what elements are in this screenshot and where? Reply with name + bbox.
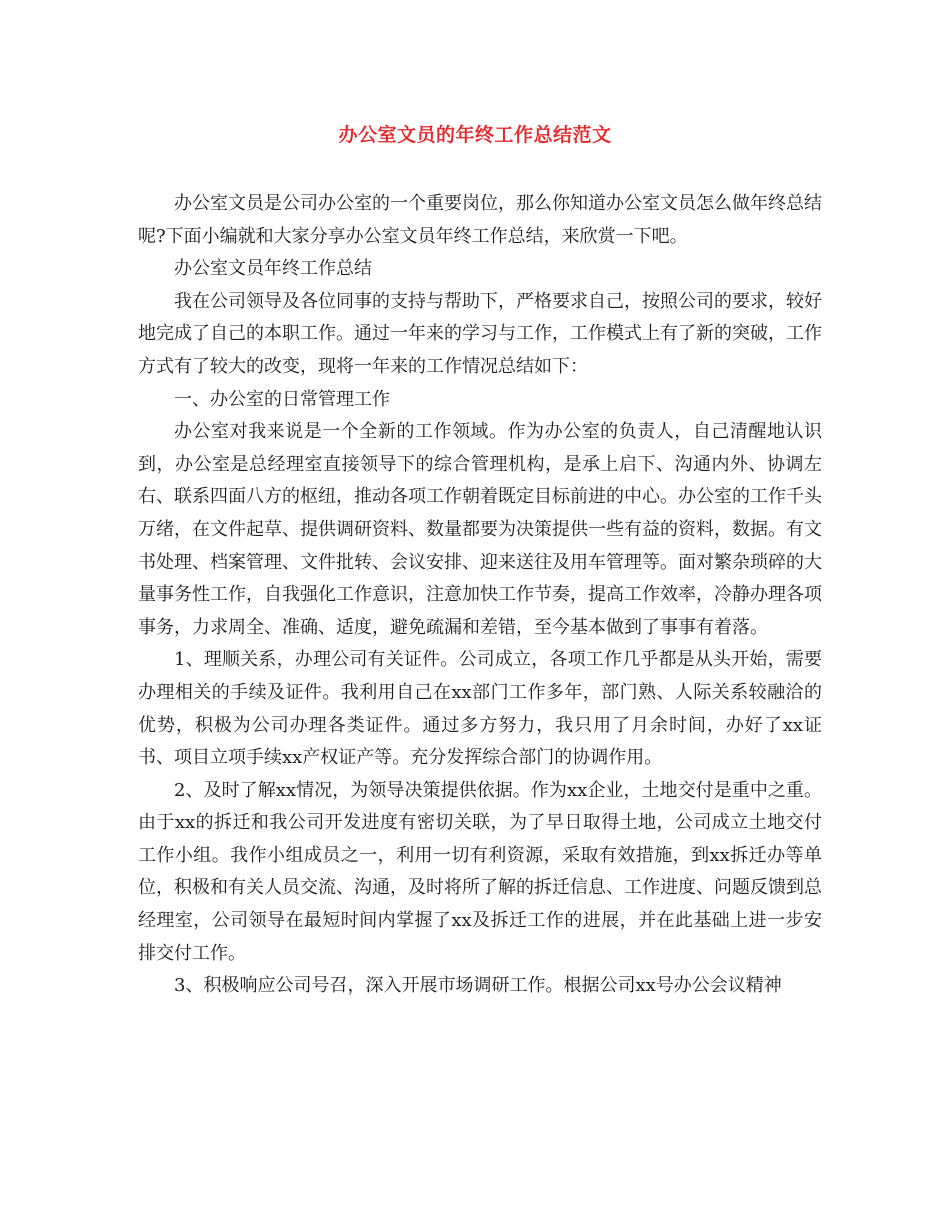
paragraph-subtitle: 办公室文员年终工作总结 xyxy=(174,258,372,280)
section-heading-daily-management: 一、办公室的日常管理工作 xyxy=(174,388,390,410)
paragraph-item-1: 1、理顺关系，办理公司有关证件。公司成立，各项工作几乎都是从头开始，需要办理相关的手续及证件。我利用自己在xx部门工作多年，部门熟、人际关系较融洽的优势，积极为公司办理各类证件。通过多方努力，我只用了月余时间，办好了xx证书、项目立项手续xx产权证产等。充分发挥综合部门的协调作用。 xyxy=(138,649,822,769)
paragraph-item-3: 3、积极响应公司号召，深入开展市场调研工作。根据公司xx号办公会议精神 xyxy=(174,975,782,997)
paragraph-intro: 办公室文员是公司办公室的一个重要岗位，那么你知道办公室文员怎么做年终总结呢?下面小编就和大家分享办公室文员年终工作总结，来欣赏一下吧。 xyxy=(138,193,822,247)
document-body xyxy=(138,188,822,1003)
paragraph-item-2: 2、及时了解xx情况，为领导决策提供依据。作为xx企业，土地交付是重中之重。由于xx的拆迁和我公司开发进度有密切关联，为了早日取得土地，公司成立土地交付工作小组。我作小组成员之一，利用一切有利资源，采取有效措施，到xx拆迁办等单位，积极和有关人员交流、沟通，及时将所了解的拆迁信息、工作进度、问题反馈到总经理室，公司领导在最短时间内掌握了xx及拆迁工作的进展，并在此基础上进一步安排交付工作。 xyxy=(138,779,822,964)
paragraph-overview: 我在公司领导及各位同事的支持与帮助下，严格要求自己，按照公司的要求，较好地完成了自己的本职工作。通过一年来的学习与工作，工作模式上有了新的突破，工作方式有了较大的改变，现将一年来的工作情况总结如下： xyxy=(138,290,822,377)
document-title: 办公室文员的年终工作总结范文 xyxy=(338,124,612,146)
paragraph-office-role: 办公室对我来说是一个全新的工作领域。作为办公室的负责人，自己清醒地认识到，办公室是总经理室直接领导下的综合管理机构，是承上启下、沟通内外、协调左右、联系四面八方的枢纽，推动各项工作朝着既定目标前进的中心。办公室的工作千头万绪，在文件起草、提供调研资料、数量都要为决策提供一些有益的资料，数据。有文书处理、档案管理、文件批转、会议安排、迎来送往及用车管理等。面对繁杂琐碎的大量事务性工作，自我强化工作意识，注意加快工作节奏，提高工作效率，冷静办理各项事务，力求周全、准确、适度，避免疏漏和差错，至今基本做到了事事有着落。 xyxy=(138,421,822,638)
